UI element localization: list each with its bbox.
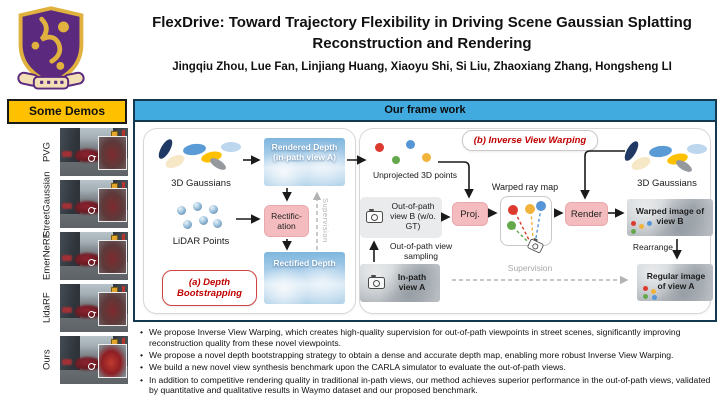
supervision-label-b: Supervision: [507, 263, 553, 273]
warped-ray-map-label: Warped ray map: [491, 182, 559, 192]
university-shield-icon: [12, 5, 90, 91]
paper-title: FlexDrive: Toward Trajectory Flexibility in Driving Scene Gaussian Splatting Reconstruction and Rendering: [152, 14, 692, 52]
rendered-depth-node: Rendered Depth (in-path view A): [264, 138, 345, 186]
demo-label: EmerNeRF: [41, 232, 53, 280]
demo-row-streetgaussian: [0, 171, 130, 237]
unprojected-point-yellow: [422, 153, 431, 162]
demo-image: [60, 284, 128, 332]
contribution-bullets: [138, 327, 714, 398]
rearrange-label: Rearrange: [632, 242, 673, 252]
parked-car: [62, 359, 72, 365]
ray-point-blue: [536, 201, 546, 211]
framework-banner: Our frame work: [133, 99, 717, 122]
demo-image: [60, 128, 128, 176]
gaussians-label-a: 3D Gaussians: [171, 178, 231, 189]
zoom-inset: [98, 240, 127, 274]
demo-row-ours: [0, 336, 130, 384]
bullet-item: • We propose Inverse View Warping, which creates high-quality supervision for out-of-path viewpoints in street scenes, significantly improving reconstruction quality from these novel viewpoints.: [138, 327, 714, 349]
demo-row-lidarf: [0, 284, 130, 332]
framework-diagram: [133, 122, 717, 322]
view-sampling-label: Out-of-path view sampling: [389, 241, 453, 261]
supervision-label-a: Supervision: [321, 198, 330, 243]
depth-bootstrapping-tag: (a) Depth Bootstrapping: [162, 270, 257, 306]
demo-label: LidaRF: [41, 292, 53, 324]
rectification-node: Rectific-ation: [264, 205, 309, 237]
in-path-view-a-node: In-path view A: [360, 264, 440, 302]
rectified-depth-node: Rectified Depth: [264, 252, 345, 304]
demo-image: [60, 336, 128, 384]
demo-image: [60, 180, 128, 228]
ray-point-red: [508, 205, 518, 215]
unprojected-point-red: [375, 143, 384, 152]
proj-node: Proj.: [452, 202, 488, 226]
out-of-path-view-b-node: Out-of-path view B (w/o. GT): [360, 197, 442, 238]
render-node: Render: [565, 202, 608, 226]
demo-row-pvg: [0, 128, 130, 176]
unprojected-point-blue: [406, 140, 415, 149]
demo-label: StreetGaussian: [41, 171, 53, 237]
parked-car: [62, 307, 72, 313]
ray-point-green: [507, 221, 516, 230]
camera-icon: [368, 277, 385, 289]
demos-banner: Some Demos: [7, 99, 127, 124]
ray-point-yellow: [525, 204, 535, 214]
demo-label: Ours: [41, 349, 53, 371]
parked-car: [62, 151, 72, 157]
demo-label: PVG: [41, 141, 53, 163]
lidar-label: LiDAR Points: [172, 236, 230, 247]
camera-icon: [366, 211, 383, 223]
unprojected-point-green: [392, 156, 400, 164]
bullet-item: • We build a new novel view synthesis benchmark upon the CARLA simulator to evaluate the out-of-path views.: [138, 362, 714, 373]
zoom-inset: [98, 188, 127, 222]
zoom-inset: [98, 344, 127, 378]
parked-car: [62, 255, 72, 261]
zoom-inset: [98, 292, 127, 326]
unprojected-points-label: Unprojected 3D points: [372, 170, 458, 180]
paper-authors: Jingqiu Zhou, Lue Fan, Linjiang Huang, Xiaoyu Shi, Si Liu, Zhaoxiang Zhang, Hongsheng LI: [172, 61, 672, 73]
gaussians-label-b: 3D Gaussians: [637, 178, 697, 189]
warped-image-node: Warped image of view B: [627, 199, 713, 236]
parked-car: [62, 203, 72, 209]
zoom-inset: [98, 136, 127, 170]
demo-row-emernerf: [0, 232, 130, 280]
bullet-item: • In addition to competitive rendering quality in traditional in-path views, our method achieves superior performance in the out-of-path views, validated by quantitative and qualitative results in Waymo dataset and our proposed benchmark.: [138, 375, 714, 397]
demo-image: [60, 232, 128, 280]
regular-image-node: Regular image of view A: [637, 264, 713, 301]
bullet-item: • We propose a novel depth bootstrapping strategy to obtain a dense and accurate depth map, enabling more robust Inverse View Warping.: [138, 350, 714, 361]
inverse-view-warping-tag: (b) Inverse View Warping: [462, 130, 598, 151]
